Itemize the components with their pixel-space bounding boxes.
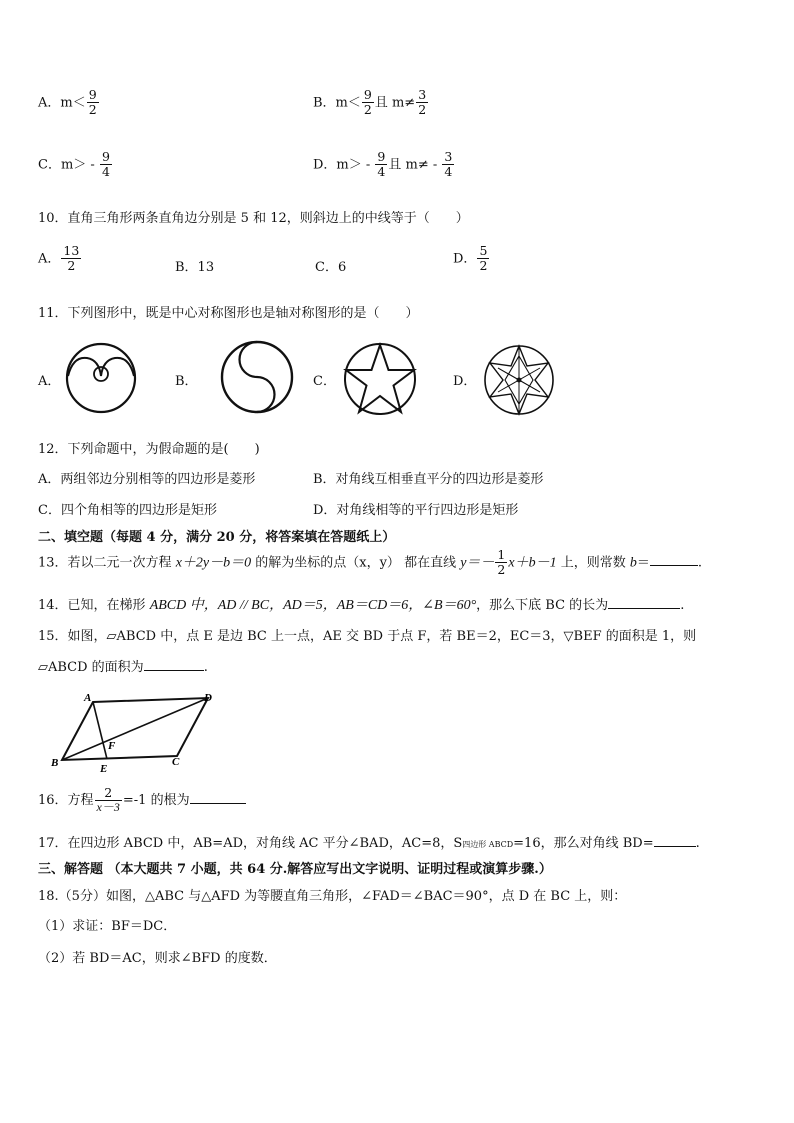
section-3-heading: 三、解答题 （本大题共 7 小题，共 64 分.解答应写出文字说明、证明过程或演算步骤.） [38, 862, 552, 877]
q15-line-1: 15．如图，▱ABCD 中，点 E 是边 BC 上一点，AE 交 BD 于点 F，若 BE＝2，EC＝3，▽BEF 的面积是 1，则 [38, 629, 697, 644]
q10-option-c: C．6 [315, 260, 347, 275]
q13: 13．若以二元一次方程 x＋2y－b＝0 的解为坐标的点（x，y） 都在直线 y＝－ $\frac{1}{2}$ x＋b－1 上，则常数 b＝ . [38, 547, 703, 578]
q14: 14．已知，在梯形 ABCD 中，AD // BC，AD＝5，AB＝CD＝6，∠B＝60°，那么下底 BC 的长为 . [38, 598, 685, 613]
q16-answer-blank[interactable] [190, 791, 246, 804]
q11-figure-c [343, 342, 417, 416]
q9-option-b: B．m＜ $\frac{9}{2}$ 且 m≠ $\frac{3}{2}$ [313, 87, 427, 118]
q12-option-b: B．对角线互相垂直平分的四边形是菱形 [313, 472, 544, 487]
q9-option-a: A．m＜ $\frac{9}{2}$ [38, 87, 97, 118]
q11-option-d-label: D． [453, 374, 477, 389]
q9-option-c: C．m＞ - $\frac{9}{4}$ [38, 149, 110, 180]
q10-option-a: A． $\frac{13}{2}$ [38, 243, 80, 274]
q11-figure-b [220, 340, 294, 414]
q11-option-a-label: A． [38, 374, 61, 389]
q15-label-e: E [100, 763, 108, 774]
q10-option-b: B．13 [175, 260, 215, 275]
q15-label-b: B [51, 757, 59, 769]
q17: 17．在四边形 ABCD 中，AB=AD，对角线 AC 平分∠BAD，AC=8，S四边形 ABCD=16，那么对角线 BD= . [38, 836, 700, 851]
q12-option-c: C．四个角相等的四边形是矩形 [38, 503, 217, 518]
q15-label-c: C [172, 756, 180, 768]
q15-line-2: ▱ABCD 的面积为 . [38, 660, 208, 675]
q15-label-d: D [204, 692, 212, 704]
q16: 16．方程 $\frac{2}{x-3}$ =-1 的根为 [38, 786, 246, 815]
section-2-heading: 二、填空题（每题 4 分，满分 20 分，将答案填在答题纸上） [38, 530, 396, 545]
q18-stem: 18.（5分）如图，△ABC 与△AFD 为等腰直角三角形，∠FAD＝∠BAC＝90°，点 D 在 BC 上，则： [38, 889, 627, 904]
q9-option-d: D．m＞ - $\frac{9}{4}$ 且 m≠ - $\frac{3}{4}$ [313, 149, 453, 180]
q11-figure-d [483, 344, 555, 416]
q11-figure-a [65, 342, 137, 414]
q15-label-f: F [108, 740, 116, 752]
q12-stem: 12．下列命题中，为假命题的是( ) [38, 442, 260, 457]
q11-option-b-label: B． [175, 374, 198, 389]
q15-label-a: A [84, 692, 92, 704]
q14-answer-blank[interactable] [608, 596, 680, 609]
q15-answer-blank[interactable] [144, 658, 204, 671]
q12-option-a: A．两组邻边分别相等的四边形是菱形 [38, 472, 256, 487]
q18-subquestion-2: （2）若 BD＝AC，则求∠BFD 的度数． [38, 951, 277, 966]
q11-option-c-label: C． [313, 374, 336, 389]
q10-option-d: D． $\frac{5}{2}$ [453, 243, 488, 274]
q11-stem: 11．下列图形中，既是中心对称图形也是轴对称图形的是（ ） [38, 306, 419, 321]
q13-answer-blank[interactable] [650, 553, 698, 566]
q10-stem: 10．直角三角形两条直角边分别是 5 和 12，则斜边上的中线等于（ ） [38, 211, 469, 226]
q12-option-d: D．对角线相等的平行四边形是矩形 [313, 503, 519, 518]
q17-answer-blank[interactable] [654, 834, 696, 847]
q18-subquestion-1: （1）求证：BF＝DC． [38, 919, 177, 934]
q15-parallelogram-figure [48, 688, 228, 774]
